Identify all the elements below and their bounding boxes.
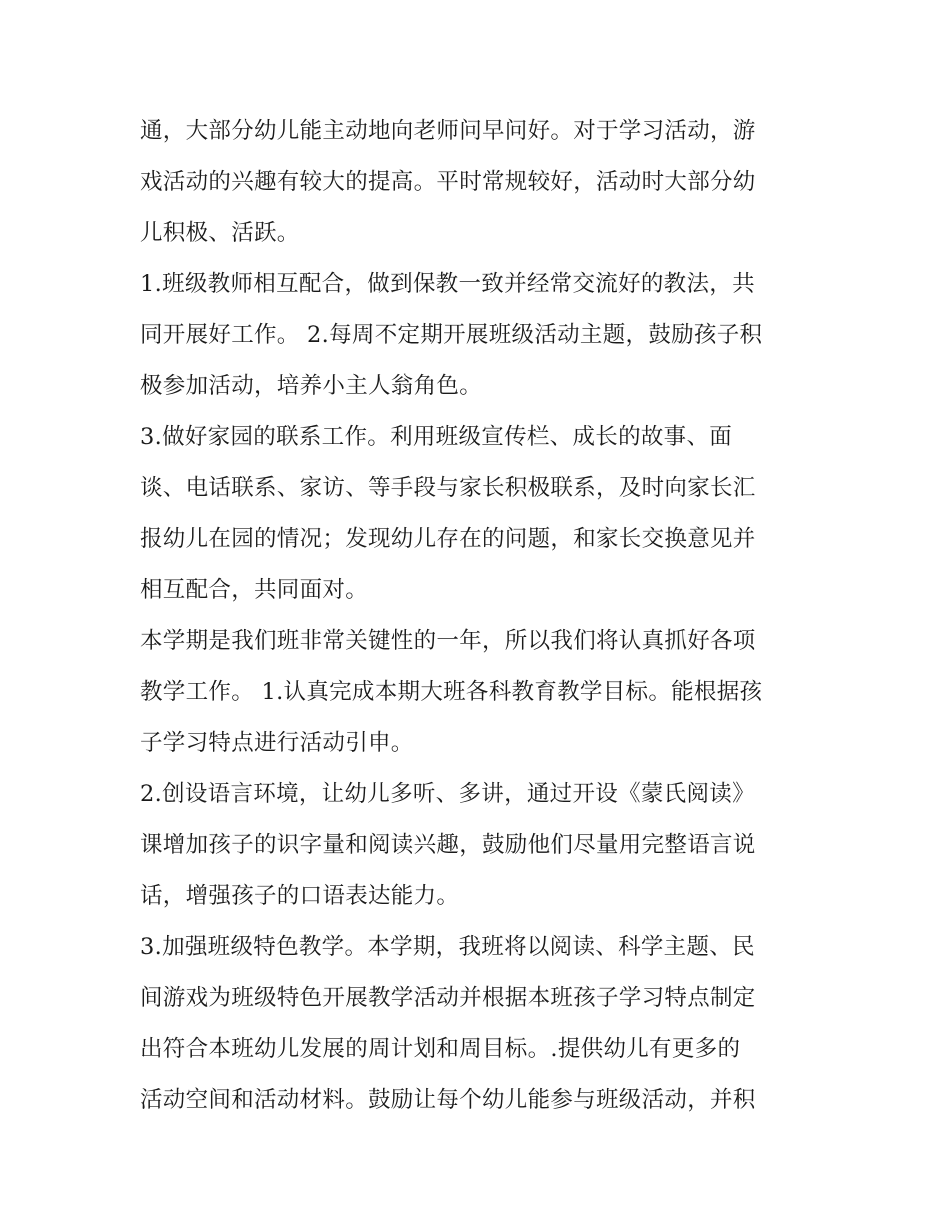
text-line: 课增加孩子的识字量和阅读兴趣，鼓励他们尽量用完整语言说 [140,832,756,858]
body-text [140,106,820,1126]
text-line: 教学工作。 1.认真完成本期大班各科教育教学目标。能根据孩 [140,679,763,705]
text-line: 儿积极、活跃。 [140,220,300,246]
text-line: 极参加活动，培养小主人翁角色。 [140,373,483,399]
text-line: 活动空间和活动材料。鼓励让每个幼儿能参与班级活动，并积 [140,1087,756,1113]
text-line: 3.做好家园的联系工作。利用班级宣传栏、成长的故事、面 [140,424,733,450]
text-line: 2.创设语言环境，让幼儿多听、多讲，通过开设《蒙氏阅读》 [140,781,755,807]
text-line: 通，大部分幼儿能主动地向老师问早问好。对于学习活动，游 [140,118,756,144]
text-line: 谈、电话联系、家访、等手段与家长积极联系，及时向家长汇 [140,475,756,501]
text-line: 1.班级教师相互配合，做到保教一致并经常交流好的教法，共 [140,271,755,297]
text-line: 本学期是我们班非常关键性的一年，所以我们将认真抓好各项 [140,628,756,654]
text-line: 相互配合，共同面对。 [140,577,369,603]
text-line: 同开展好工作。 2.每周不定期开展班级活动主题，鼓励孩子积 [140,322,763,348]
text-line: 话，增强孩子的口语表达能力。 [140,883,460,909]
text-line: 报幼儿在园的情况；发现幼儿存在的问题，和家长交换意见并 [140,526,756,552]
text-line: 戏活动的兴趣有较大的提高。平时常规较好，活动时大部分幼 [140,169,756,195]
text-line: 3.加强班级特色教学。本学期，我班将以阅读、科学主题、民 [140,934,755,960]
text-line: 出符合本班幼儿发展的周计划和周目标。.提供幼儿有更多的 [140,1036,741,1062]
text-line: 间游戏为班级特色开展教学活动并根据本班孩子学习特点制定 [140,985,756,1011]
text-line: 子学习特点进行活动引申。 [140,730,414,756]
